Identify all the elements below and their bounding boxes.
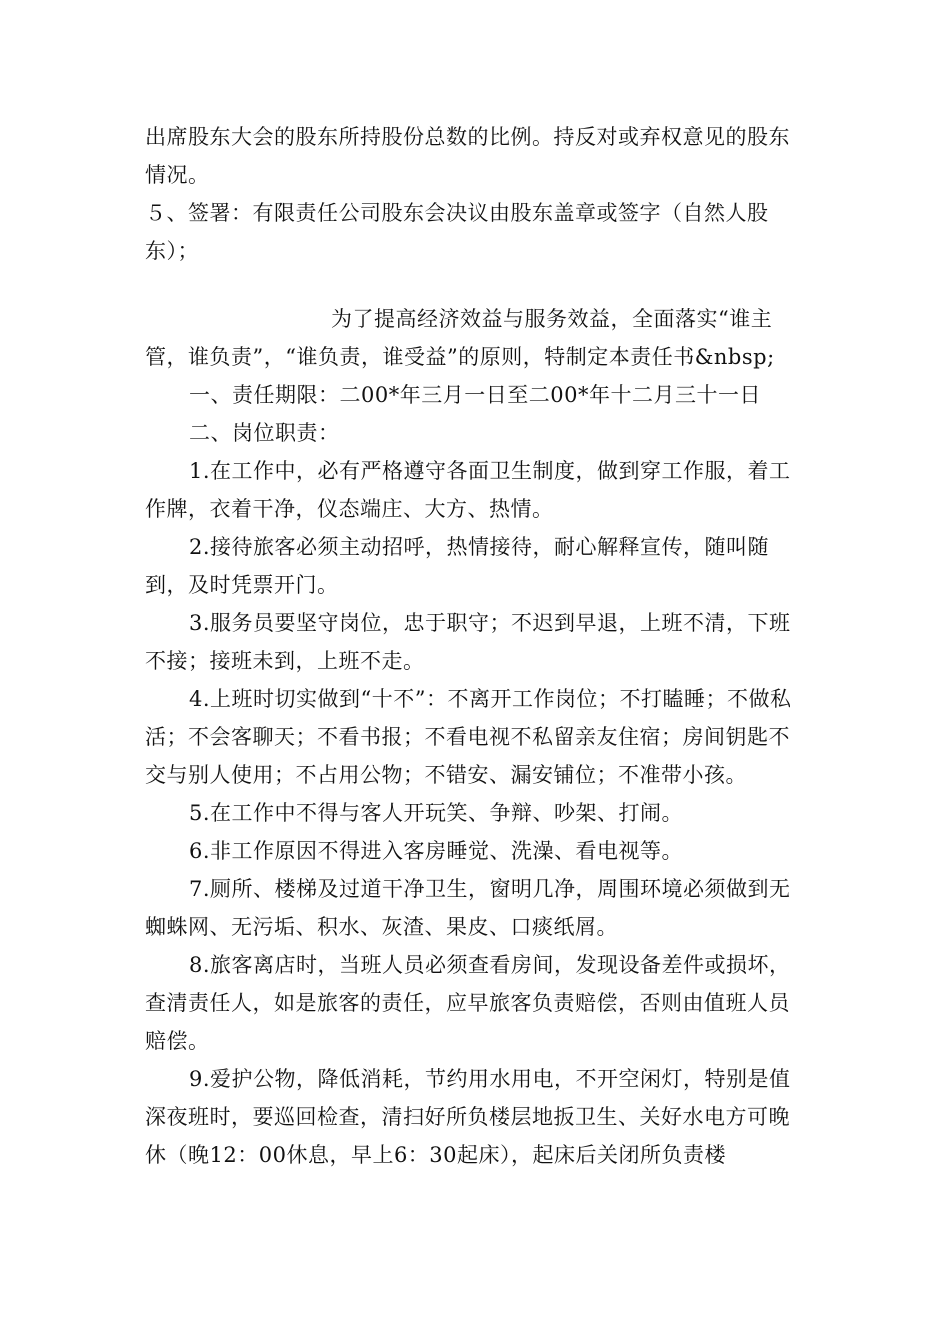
duty-item-9: 9.爱护公物，降低消耗，节约用水用电，不开空闲灯，特别是值深夜班时，要巡回检查，清扫好所负楼层地扳卫生、关好水电方可晚休（晚12：00休息，早上6：30起床），起床后关闭所负责楼 [145,1067,791,1167]
paragraph-signature: ５、签署：有限责任公司股东会决议由股东盖章或签字（自然人股东）； [145,201,769,263]
duty-item-2: 2.接待旅客必须主动招呼，热情接待，耐心解释宣传，随叫随到，及时凭票开门。 [145,535,770,597]
duty-item-3: 3.服务员要坚守岗位，忠于职守；不迟到早退，上班不清，下班不接；接班未到，上班不走。 [145,611,791,673]
top-section [145,118,810,270]
duty-item-8: 8.旅客离店时，当班人员必须查看房间，发现设备差件或损坏，查清责任人，如是旅客的责任，应早旅客负责赔偿，否则由值班人员赔偿。 [145,953,791,1053]
duty-item-7: 7.厕所、楼梯及过道干净卫生，窗明几净，周围环境必须做到无蜘蛛网、无污垢、积水、灰渣、果皮、口痰纸屑。 [145,877,791,939]
duty-item-4: 4.上班时切实做到“十不”：不离开工作岗位；不打瞌睡；不做私活；不会客聊天；不看书报；不看电视不私留亲友住宿；房间钥匙不交与别人使用；不占用公物；不错安、漏安铺位；不准带小孩。 [145,687,792,787]
intro-paragraph: 为了提高经济效益与服务效益，全面落实“谁主管，谁负责”，“谁负责，谁受益”的原则，特制定本责任书&nbsp; [145,307,775,369]
term-line: 一、责任期限：二00*年三月一日至二00*年十二月三十一日 [189,383,761,407]
duty-item-1: 1.在工作中，必有严格遵守各面卫生制度，做到穿工作服，着工作牌，衣着干净，仪态端庄、大方、热情。 [145,459,791,521]
duty-item-5: 5.在工作中不得与客人开玩笑、争辩、吵架、打闹。 [189,801,684,825]
paragraph-shareholder-ratio: 出席股东大会的股东所持股份总数的比例。持反对或弃权意见的股东情况。 [145,125,790,187]
duty-item-6: 6.非工作原因不得进入客房睡觉、洗澡、看电视等。 [189,839,684,863]
responsibility-section [145,300,810,1174]
duties-heading: 二、岗位职责： [189,421,340,445]
